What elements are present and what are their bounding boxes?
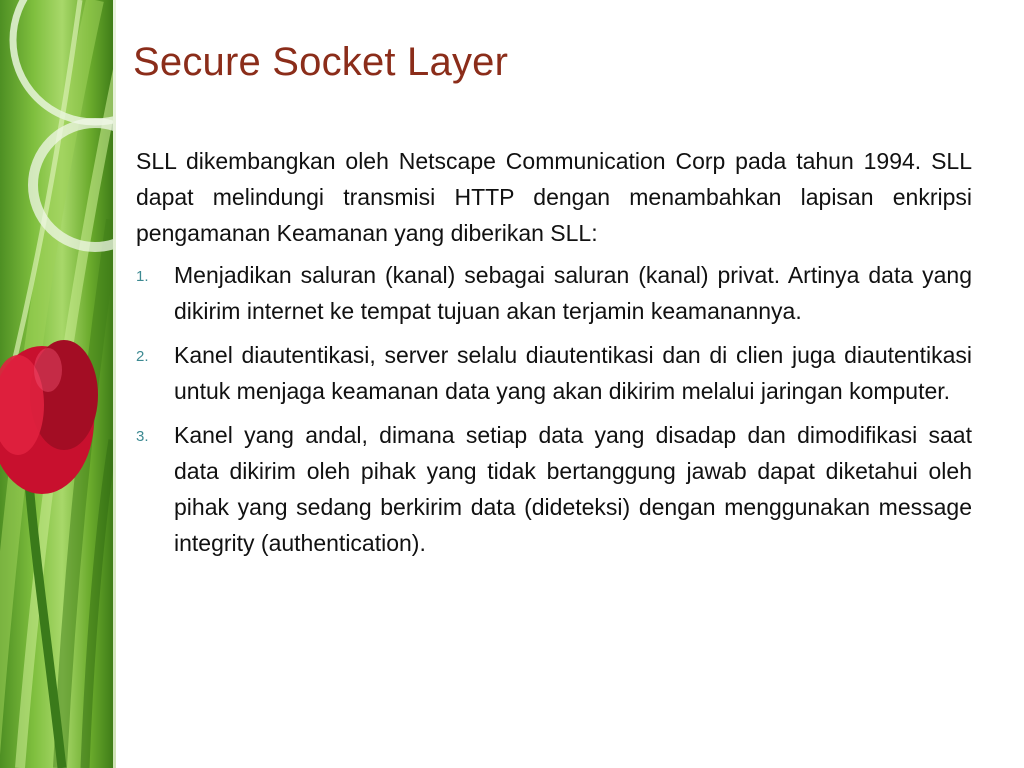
list-item-number: 2. [136, 348, 149, 365]
list-item-text: Menjadikan saluran (kanal) sebagai saluran (kanal) privat. Artinya data yang dikirim internet ke tempat tujuan akan terjamin keamanannya. [174, 262, 972, 324]
list-item-number: 1. [136, 268, 149, 285]
list-item [136, 257, 972, 329]
slide-content [136, 143, 972, 569]
leaf-and-tulip-illustration [0, 0, 113, 768]
green-leaves-red-tulip-image [0, 0, 113, 768]
list-item-text: Kanel diautentikasi, server selalu diautentikasi dan di clien juga diautentikasi untuk menjaga keamanan data yang akan dikirim melalui jaringan komputer. [174, 342, 972, 404]
list-item-number: 3. [136, 428, 149, 445]
slide-title: Secure Socket Layer [133, 40, 509, 84]
list-item [136, 417, 972, 561]
numbered-list [136, 257, 972, 561]
intro-paragraph: SLL dikembangkan oleh Netscape Communication Corp pada tahun 1994. SLL dapat melindungi transmisi HTTP dengan menambahkan lapisan enkripsi pengamanan Keamanan yang diberikan SLL: [136, 148, 972, 246]
list-item [136, 337, 972, 409]
vertical-divider [113, 0, 116, 768]
list-item-text: Kanel yang andal, dimana setiap data yang disadap dan dimodifikasi saat data dikirim oleh pihak yang tidak bertanggung jawab dapat diketahui oleh pihak yang sedang berkirim data (dideteksi) dengan menggunakan message integrity (authentication). [174, 422, 972, 556]
